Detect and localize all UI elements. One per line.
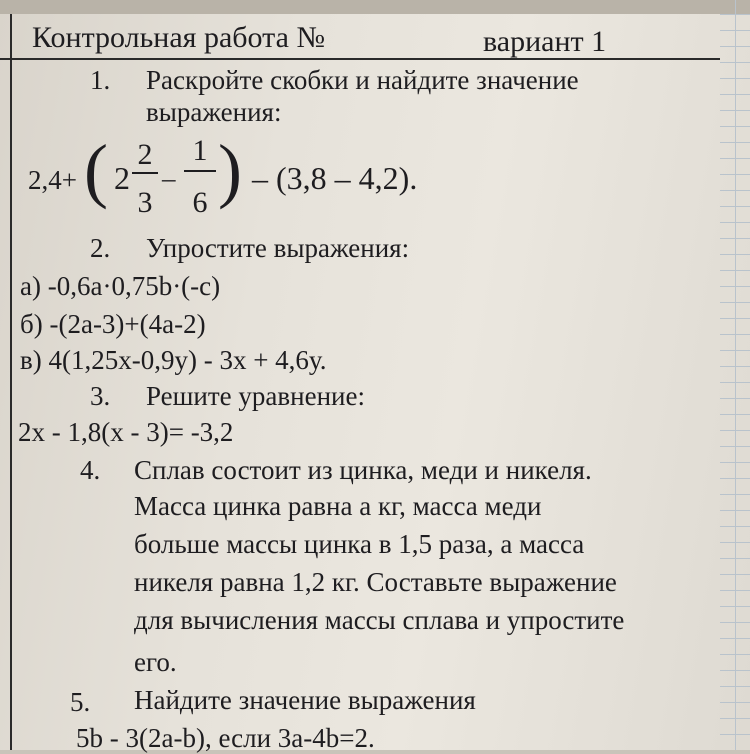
variant-label: вариант 1 — [483, 25, 607, 58]
open-paren: ( — [84, 130, 108, 210]
task4-line: Сплав состоит из цинка, меди и никеля. — [134, 455, 592, 485]
task2-item-b: б) -(2а-3)+(4а-2) — [20, 309, 206, 339]
fraction1-numerator: 2 — [137, 138, 153, 171]
fraction2-bar — [184, 170, 216, 172]
task2-item-c: в) 4(1,25х-0,9у) - 3х + 4,6у. — [20, 345, 327, 375]
task5-title: Найдите значение выражения — [134, 685, 476, 715]
task4-line: его. — [134, 647, 177, 677]
task1-text-line1: Раскройте скобки и найдите значение — [146, 65, 579, 95]
task4-line: Масса цинка равна а кг, масса меди — [134, 491, 542, 521]
left-margin-line — [10, 14, 12, 750]
grid-paper-strip — [720, 0, 750, 750]
expr-tail: – (3,8 – 4,2). — [252, 160, 418, 196]
expr-minus: – — [162, 163, 176, 193]
task3-title: Решите уравнение: — [146, 381, 365, 411]
task2-title: Упростите выражения: — [146, 233, 410, 263]
fraction1-bar — [132, 172, 158, 174]
fraction2-numerator: 1 — [192, 134, 208, 167]
page-title: Контрольная работа № — [32, 21, 326, 54]
task4-line: для вычисления массы сплава и упростите — [134, 605, 625, 635]
task5-number: 5. — [70, 687, 91, 717]
fraction2-denominator: 6 — [192, 186, 208, 219]
task5-expression: 5b - 3(2a-b), если 3a-4b=2. — [76, 723, 375, 753]
task3-number: 3. — [90, 381, 111, 411]
task2-number: 2. — [90, 233, 111, 263]
header-divider — [0, 58, 720, 60]
expr-prefix: 2,4+ — [28, 165, 77, 195]
task3-equation: 2х - 1,8(х - 3)= -3,2 — [18, 417, 234, 447]
task4-number: 4. — [80, 455, 101, 485]
task1-text-line2: выражения: — [146, 97, 282, 127]
task4-line: больше массы цинка в 1,5 раза, а масса — [134, 529, 585, 559]
task1-number: 1. — [90, 65, 111, 95]
expr-whole: 2 — [114, 160, 130, 196]
paper-top-edge — [0, 0, 750, 14]
task4-line: никеля равна 1,2 кг. Составьте выражение — [134, 567, 617, 597]
fraction1-denominator: 3 — [137, 186, 153, 219]
task2-item-a: а) -0,6а·0,75b·(-с) — [20, 271, 221, 301]
close-paren: ) — [218, 130, 242, 210]
